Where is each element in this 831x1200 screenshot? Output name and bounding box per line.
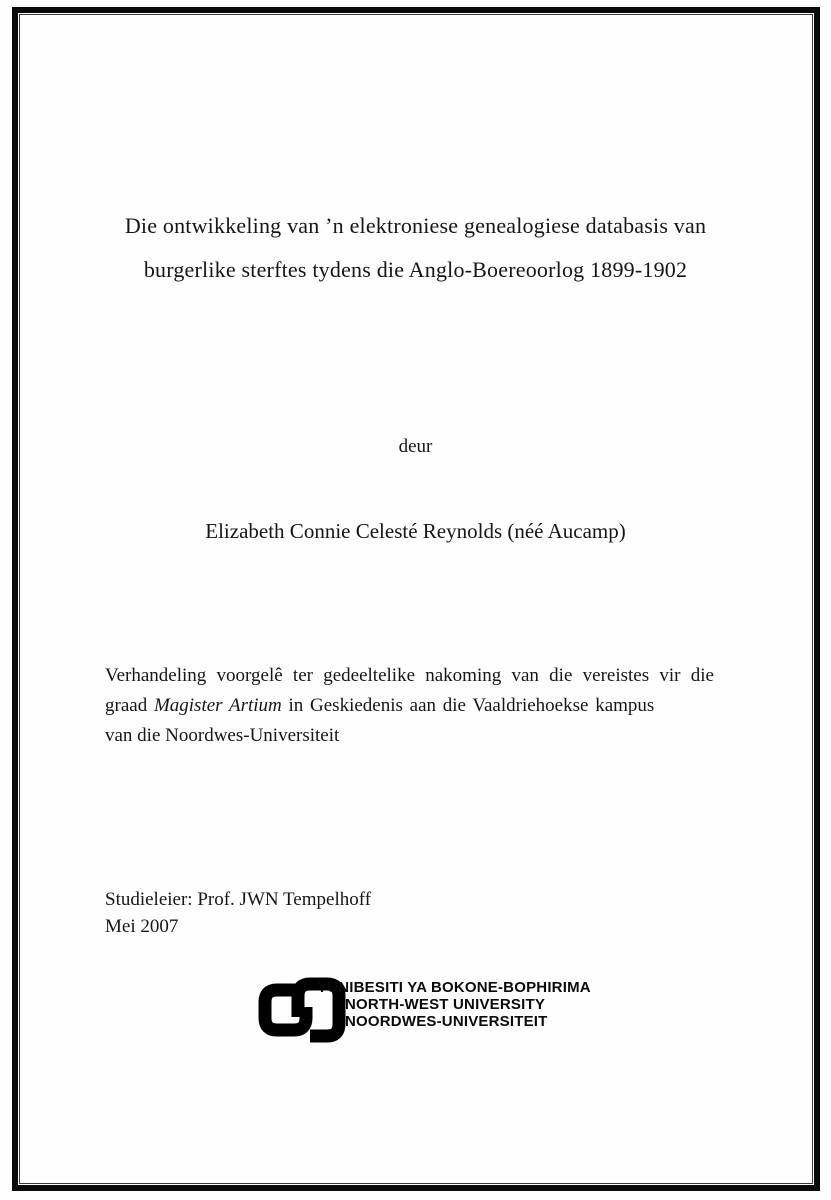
- degree-statement-line2-prefix: graad: [105, 695, 154, 716]
- degree-name-italic: Magister Artium: [153, 695, 282, 716]
- thesis-title-line1: Die ontwikkeling van ’n elektroniese genealogiese databasis van: [124, 213, 707, 238]
- university-logo: [258, 977, 598, 1052]
- date-line: Mei 2007: [105, 916, 179, 937]
- degree-statement-line1: Verhandeling voorgelê ter gedeeltelike nakoming van die vereistes vir die: [105, 665, 714, 686]
- byline-deur: deur: [398, 436, 433, 457]
- thesis-title: [30, 204, 801, 292]
- degree-statement-line2-suffix: in Geskiedenis aan die Vaaldriehoekse kampus: [281, 695, 655, 716]
- supervisor-line: Studieleier: Prof. JWN Tempelhoff: [105, 889, 372, 910]
- degree-statement: [105, 661, 729, 751]
- degree-statement-line3: van die Noordwes-Universiteit: [105, 725, 340, 746]
- university-wordmark: [317, 979, 591, 1030]
- author-name: Elizabeth Connie Celesté Reynolds (néé Aucamp): [205, 519, 626, 543]
- degree-statement-line2: [105, 691, 729, 721]
- university-name-afrikaans: NOORDWES-UNIVERSITEIT: [345, 1013, 548, 1030]
- university-name-english: NORTH-WEST UNIVERSITY: [345, 996, 546, 1013]
- supervisor-block: [105, 886, 371, 940]
- thesis-title-line2: burgerlike sterftes tydens die Anglo-Boereoorlog 1899-1902: [143, 257, 688, 282]
- university-name-setswana: YUNIBESITI YA BOKONE-BOPHIRIMA: [317, 979, 591, 996]
